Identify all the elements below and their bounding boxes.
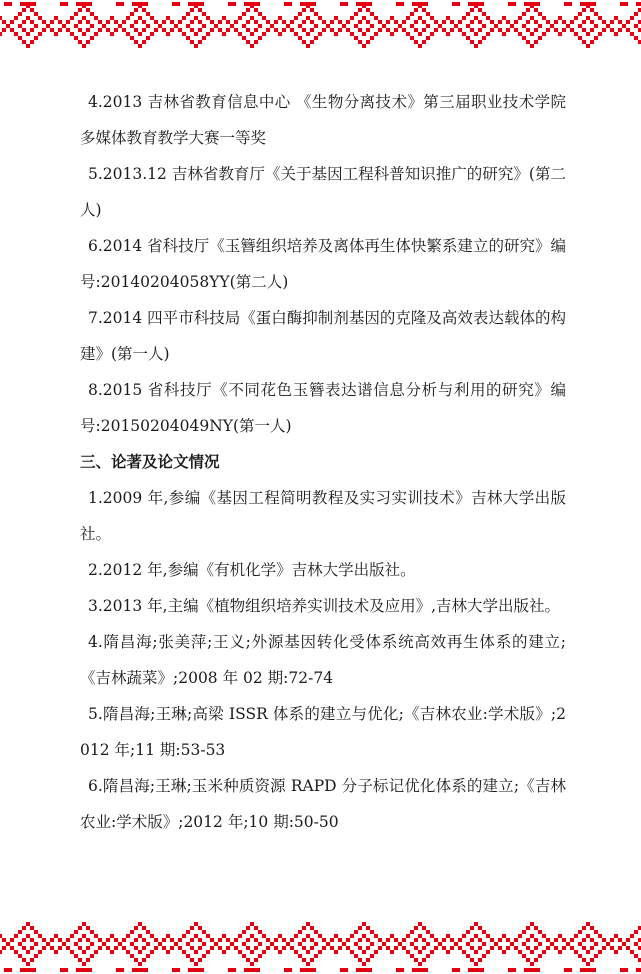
project-entry-8: 8.2015 省科技厅《不同花色玉簪表达谱信息分析与利用的研究》编号:20150204049NY(第一人) [80, 381, 566, 435]
publication-entry-4: 4.隋昌海;张美萍;王义;外源基因转化受体系统高效再生体系的建立;《吉林蔬菜》;2008 年 02 期:72-74 [80, 633, 566, 687]
decorative-border-top [0, 0, 641, 56]
document-body [80, 84, 566, 840]
decorative-border-bottom [0, 918, 641, 974]
section-heading: 三、论著及论文情况 [80, 453, 220, 471]
publication-entry-3: 3.2013 年,主编《植物组织培养实训技术及应用》,吉林大学出版社。 [88, 597, 561, 615]
project-entry-5: 5.2013.12 吉林省教育厅《关于基因工程科普知识推广的研究》(第二人) [80, 165, 566, 219]
publication-entry-6: 6.隋昌海;王琳;玉米种质资源 RAPD 分子标记优化体系的建立;《吉林农业:学术版》;2012 年;10 期:50-50 [80, 777, 566, 831]
ornament-pattern-bottom [0, 918, 641, 974]
ornament-pattern-top [0, 0, 641, 56]
publication-entry-5: 5.隋昌海;王琳;高梁 ISSR 体系的建立与优化;《吉林农业:学术版》;2012 年;11 期:53-53 [80, 705, 566, 759]
project-entry-6: 6.2014 省科技厅《玉簪组织培养及离体再生体快繁系建立的研究》编号:20140204058YY(第二人) [80, 237, 566, 291]
project-entry-4: 4.2013 吉林省教育信息中心 《生物分离技术》第三届职业技术学院多媒体教育教学大赛一等奖 [80, 93, 566, 147]
publication-entry-2: 2.2012 年,参编《有机化学》吉林大学出版社。 [88, 561, 416, 579]
project-entry-7: 7.2014 四平市科技局《蛋白酶抑制剂基因的克隆及高效表达载体的构建》(第一人) [80, 309, 566, 363]
publication-entry-1: 1.2009 年,参编《基因工程简明教程及实习实训技术》吉林大学出版社。 [80, 489, 566, 543]
